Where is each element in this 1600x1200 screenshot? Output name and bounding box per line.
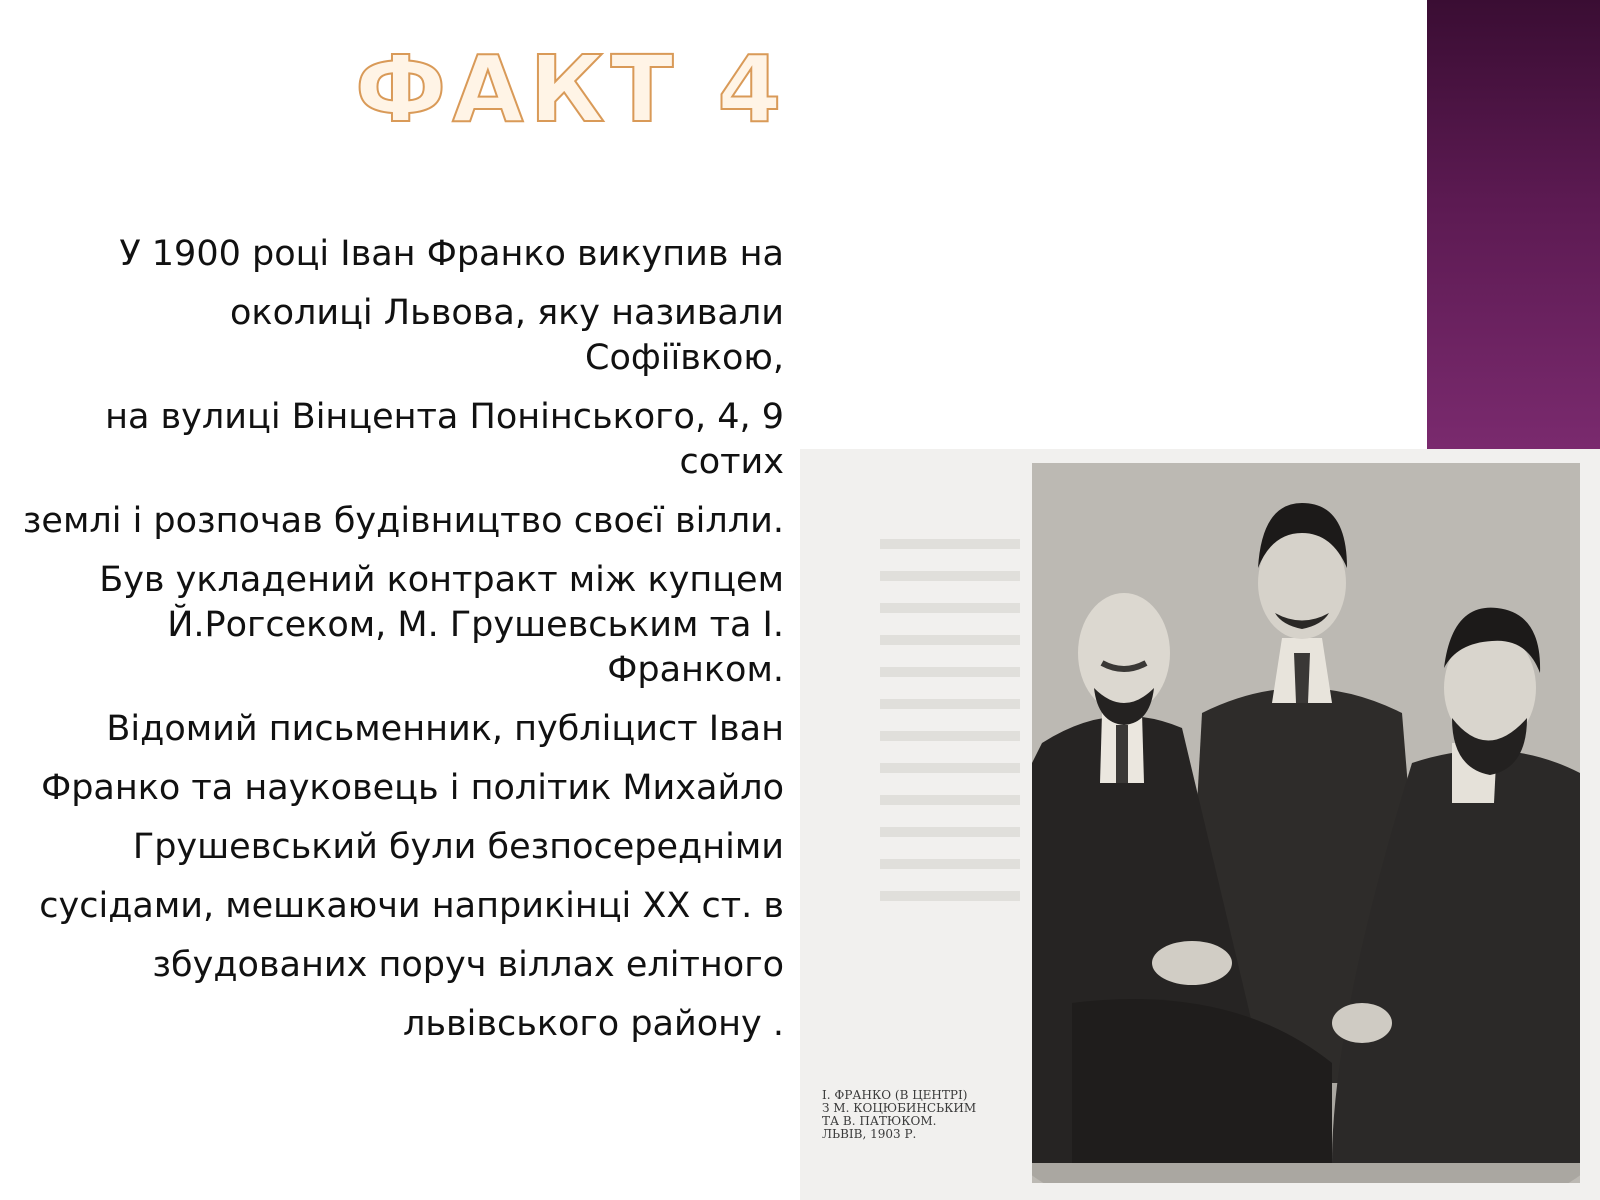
caption-line: З М. КОЦЮБИНСЬКИМ bbox=[822, 1101, 977, 1115]
body-paragraph: Був укладений контракт між купцем Й.Рогсеком, М. Грушевським та І. Франком. bbox=[99, 560, 784, 690]
group-portrait-photo bbox=[1032, 463, 1580, 1183]
caption-line: ТА В. ПАТЮКОМ. bbox=[822, 1114, 937, 1128]
caption-line: І. ФРАНКО (В ЦЕНТРІ) bbox=[822, 1088, 968, 1102]
caption-line: ЛЬВІВ, 1903 Р. bbox=[822, 1127, 917, 1141]
body-paragraph: Грушевський були безпосередніми bbox=[132, 827, 784, 867]
photo-caption bbox=[822, 1089, 1042, 1141]
body-paragraph: збудованих поруч віллах елітного bbox=[152, 945, 784, 985]
body-paragraph: на вулиці Вінцента Понінського, 4, 9 сотих bbox=[105, 397, 784, 482]
body-paragraph: околиці Львова, яку називали Софіївкою, bbox=[230, 293, 784, 378]
body-paragraph: львівського району . bbox=[402, 1004, 784, 1044]
body-paragraph: сусідами, мешкаючи наприкінці XX ст. в bbox=[39, 886, 784, 926]
body-paragraph: Відомий письменник, публіцист Іван bbox=[106, 709, 784, 749]
slide-title: ФАКТ 4 bbox=[355, 36, 788, 143]
body-paragraph: У 1900 році Іван Франко викупив на bbox=[119, 234, 784, 274]
body-text bbox=[20, 232, 784, 1061]
historical-photo-page bbox=[800, 449, 1600, 1200]
body-paragraph: землі і розпочав будівництво своєї вілли. bbox=[22, 501, 784, 541]
faded-background-text bbox=[880, 539, 1020, 923]
decorative-accent-bar bbox=[1427, 0, 1600, 449]
body-paragraph: Франко та науковець і політик Михайло bbox=[41, 768, 784, 808]
